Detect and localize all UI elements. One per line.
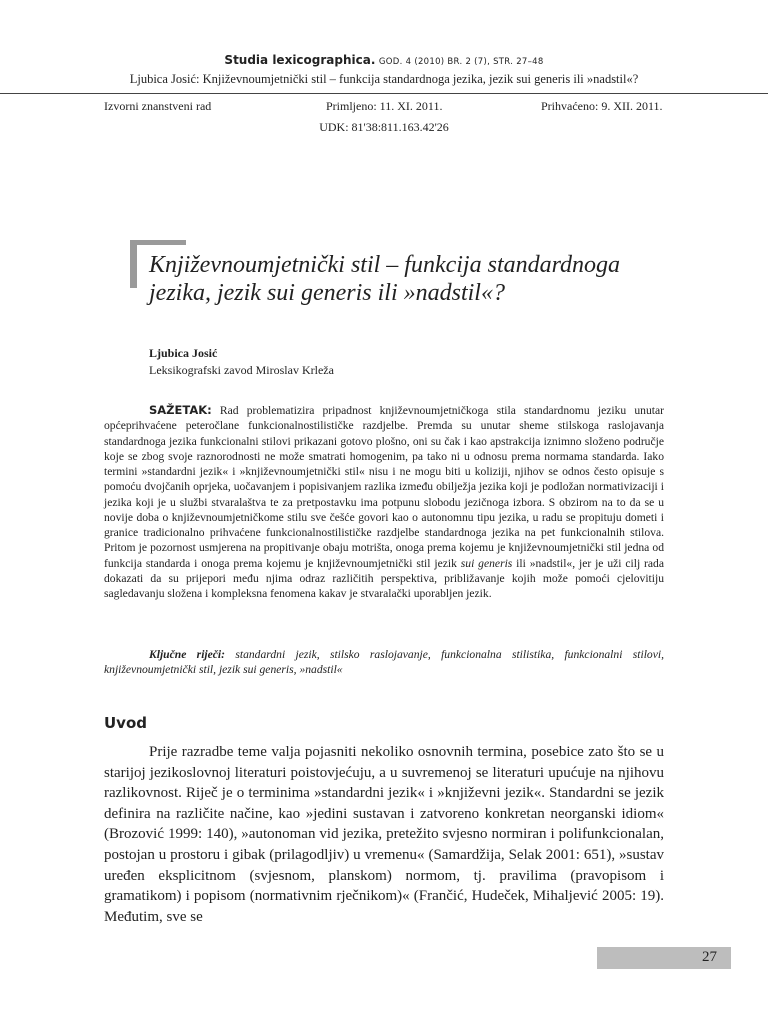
abstract (104, 403, 664, 601)
page-number-bar (597, 947, 731, 969)
author-affiliation: Leksikografski zavod Miroslav Krleža (149, 363, 334, 377)
section-heading: Uvod (104, 714, 148, 732)
header-divider (0, 93, 768, 94)
keywords (104, 647, 664, 678)
abstract-text-1: Rad problematizira pripadnost književnoumjetničkoga stila standardnomu jeziku unutar općeprihvaćene peteročlane funkcionalnostilističke razdjelbe. Premda su unutar sheme stilskoga raslojavanja standardnoga jezika funkcionalni stilovi prikazani gotovo plošno, oni su čak i kao apstrakcija iznimno složeno područje koje se zbog svoje raznorodnosti ne može smatrati homogenim, pa tako ni u odnosu prema normama standarda. Iako termini »standardni jezik« i »književnoumjetnički stil« nisu i ne mogu biti u koliziji, njihov se odnos često opisuje s pomoću dvojčanih oprjeka, uočavanjem i popisivanjem razlika između obilježja jezika koji je podložan normativizaciji i jezika koji je u službi stvaralaštva te za pretpostavku ima potpunu slobodu jezičnoga izbora. S obzirom na to da se u novije doba o književnoumjetničkome stilu sve češće govori kao o autonomnu tipu jezika, u radu se propituju dometi i granice tradicionalno prihvaćene funkcionalnostilističke razdjelbe standardnoga jezika na pet funkcionalnih stilova. Pritom je pozornost usmjerena na propitivanje obaju motrišta, onoga prema kojemu je književnoumjetnički stil jedna od funkcija standarda i onoga prema kojemu je književnoumjetnički stil jezik (104, 404, 664, 570)
journal-name: Studia lexicographica. (224, 53, 376, 67)
bracket-vertical (130, 240, 137, 288)
author-name: Ljubica Josić (149, 346, 218, 360)
keywords-label: Ključne riječi: (149, 648, 226, 661)
section-body (104, 742, 664, 927)
udk-code: UDK: 81'38:811.163.42'26 (319, 120, 449, 134)
running-title (0, 72, 768, 87)
title-line-2: jezika, jezik sui generis ili »nadstil«? (149, 280, 505, 306)
section-body-text: Prije razradbe teme valja pojasniti nekoliko osnovnih termina, posebice zato što se u starijoj jezikoslovnoj literaturi poistovjećuju, a u suvremenoj se literaturi upućuje na njihovu razlikovnost. Riječ je o terminima »standardni jezik« i »književni jezik«. Standardni se jezik definira na različite načine, kao »jedini sustavan i zatvoreno konkretan neorganski idiom« (Brozović 1999: 140), »autonoman vid jezika, pretežito svjesno normiran i polifunkcionalan, postojan u prostoru i gibak (prilagodljiv) u vremenu« (Samardžija, Selak 2001: 651), »sustav uređen eksplicitnom (svjesnom, planskom) normom, tj. pravilima (pravopisom i gramatikom) i popisom (normativnim rječnikom)« (Frančić, Hudeček, Mihaljević 2005: 19). Međutim, sve se (104, 744, 664, 925)
abstract-label: SAŽETAK: (149, 403, 212, 417)
journal-header (0, 53, 768, 67)
bracket-horizontal (130, 240, 186, 245)
abstract-text-2: ili »nadstil«, jer je uži cilj rada dokazati da su prijepori među njima odraz različitih perspektiva, približavanje kojih može pomoći cjelovitiju sagledavanju složena i kompleksna fenomena kakav je stvaralački uporabljen jezik. (104, 556, 664, 600)
running-title-text: Ljubica Josić: Književnoumjetnički stil – funkcija standardnoga jezika, jezik sui generis ili »nadstil«? (129, 72, 639, 86)
abstract-text-italic: sui generis (460, 556, 513, 570)
accepted-date: Prihvaćeno: 9. XII. 2011. (541, 99, 663, 113)
keywords-text: standardni jezik, stilsko raslojavanje, funkcionalna stilistika, funkcionalni stilovi, književnoumjetnički stil, jezik sui generis, »nadstil« (104, 648, 664, 677)
title-line-1: Književnoumjetnički stil – funkcija standardnoga (149, 252, 621, 278)
received-date: Primljeno: 11. XI. 2011. (326, 99, 443, 113)
article-title (149, 251, 709, 307)
journal-meta: GOD. 4 (2010) BR. 2 (7), STR. 27–48 (378, 57, 544, 67)
page-number: 27 (702, 949, 717, 965)
article-type: Izvorni znanstveni rad (104, 99, 212, 113)
